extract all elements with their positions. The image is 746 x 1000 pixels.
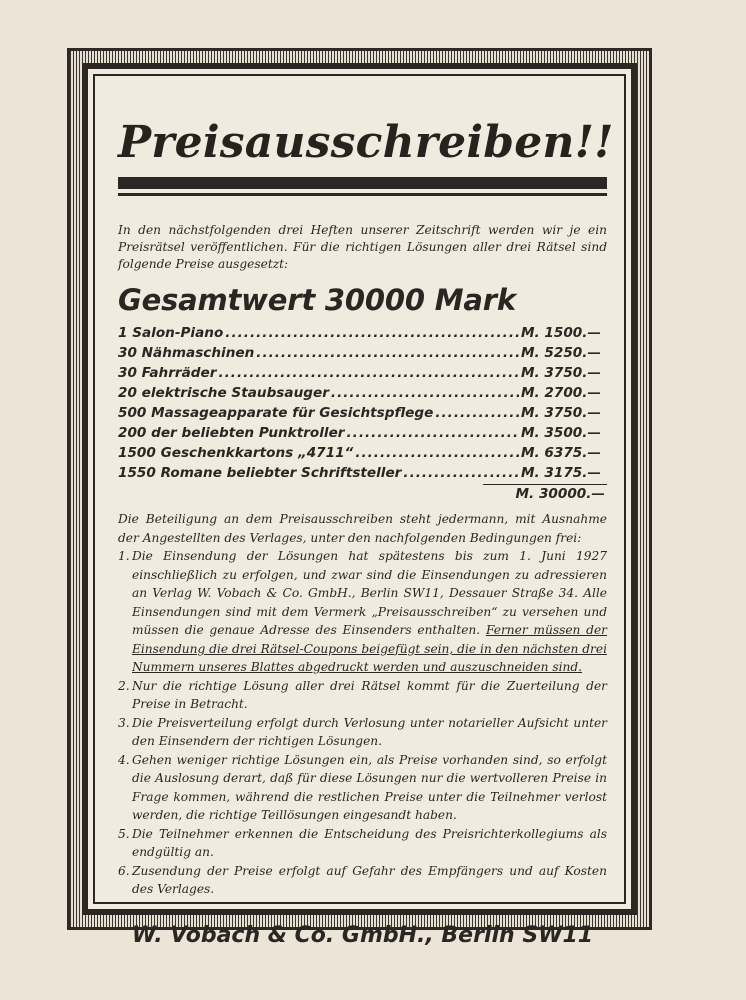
condition-text: Zusendung der Preise erfolgt auf Gefahr des Empfängers und auf Kosten des Verlages. — [132, 863, 607, 897]
prize-name: 20 elektrische Staubsauger — [118, 385, 329, 402]
condition-item — [118, 825, 607, 862]
publisher-signature: W. Vobach & Co. GmbH., Berlin SW11 — [131, 922, 594, 948]
prize-row — [118, 443, 607, 463]
condition-item — [118, 714, 607, 751]
total-row — [118, 483, 607, 504]
prize-total: M. 30000.— — [483, 484, 607, 504]
prize-amount: M. 3500.— — [521, 425, 602, 442]
condition-underlined-text: Ferner müssen der Einsendung die drei Rätsel-Coupons beigefügt sein, die in den nächsten drei Nummern unseres Blattes abgedruckt werden und auszuschneiden sind. — [132, 623, 607, 675]
condition-text: Gehen weniger richtige Lösungen ein, als Preise vorhanden sind, so erfolgt die Auslosung derart, daß für diese Lösungen nur die wertvolleren Preise in Frage kommen, während die restlichen Preise unter die Teilnehmer verlost werden, die richtige Teillösungen eingesandt haben. — [132, 752, 607, 823]
prize-amount: M. 3750.— — [521, 365, 602, 382]
prize-amount: M. 3750.— — [521, 405, 602, 422]
prize-amount: M. 1500.— — [521, 325, 602, 342]
prize-row — [118, 363, 607, 383]
conditions-intro: Die Beteiligung an dem Preisausschreiben steht jedermann, mit Ausnahme der Angestellten des Verlages, unter den nachfolgenden Bedingungen frei: — [118, 512, 607, 545]
prize-row — [118, 423, 607, 443]
dot-leader — [331, 383, 519, 403]
condition-number: 2. — [118, 678, 130, 693]
advertisement-content — [118, 117, 614, 948]
prize-amount: M. 2700.— — [521, 385, 602, 402]
prize-name: 30 Fahrräder — [118, 365, 217, 382]
prize-row — [118, 323, 607, 343]
page-title: Preisausschreiben!! — [118, 117, 614, 168]
condition-number: 3. — [118, 715, 130, 730]
advertisement-panel — [88, 69, 631, 948]
prize-name: 1 Salon-Piano — [118, 325, 224, 342]
condition-item — [118, 862, 607, 899]
condition-text-block — [132, 825, 607, 862]
dot-leader — [435, 403, 519, 423]
condition-text-block — [132, 714, 607, 751]
dot-leader — [218, 363, 519, 383]
title-rule-thick — [118, 177, 607, 189]
condition-text-block — [132, 677, 607, 714]
prize-row — [118, 463, 607, 483]
condition-text-block — [132, 862, 607, 899]
condition-number: 4. — [118, 752, 130, 767]
condition-number: 5. — [118, 826, 130, 841]
prize-amount: M. 3175.— — [521, 465, 602, 482]
dot-leader — [347, 423, 519, 443]
condition-item — [118, 677, 607, 714]
title-rule-thin — [118, 193, 607, 196]
prize-name: 1500 Geschenkkartons „4711“ — [118, 445, 354, 462]
prize-list — [118, 323, 607, 483]
prize-row — [118, 403, 607, 423]
condition-number: 1. — [118, 549, 130, 564]
prize-row — [118, 343, 607, 363]
condition-item — [118, 751, 607, 825]
prize-row — [118, 383, 607, 403]
condition-item — [118, 547, 607, 677]
condition-number: 6. — [118, 863, 130, 878]
prize-amount: M. 5250.— — [521, 345, 602, 362]
prize-name: 30 Nähmaschinen — [118, 345, 255, 362]
total-value-headline: Gesamtwert 30000 Mark — [118, 283, 516, 318]
dot-leader — [256, 343, 519, 363]
prize-name: 500 Massageapparate für Gesichtspflege — [118, 405, 434, 422]
dot-leader — [355, 443, 519, 463]
prize-name: 1550 Romane beliebter Schriftsteller — [118, 465, 402, 482]
dot-leader — [403, 463, 519, 483]
condition-text-block — [132, 751, 607, 825]
prize-name: 200 der beliebten Punktroller — [118, 425, 345, 442]
condition-text: Die Preisverteilung erfolgt durch Verlosung unter notarieller Aufsicht unter den Einsendern der richtigen Lösungen. — [132, 715, 607, 749]
condition-text: Nur die richtige Lösung aller drei Rätsel kommt für die Zuerteilung der Preise in Betracht. — [132, 678, 607, 712]
condition-text: Die Einsendung der Lösungen hat spätestens bis zum 1. Juni 1927 einschließlich zu erfolgen, und zwar sind die Einsendungen zu adressieren an Verlag W. Vobach & Co. GmbH., Berlin SW11, Dessauer Straße 34. Alle Einsendungen sind mit dem Vermerk „Preisausschreiben“ zu versehen und müssen die genaue Adresse des Einsenders enthalten. — [132, 549, 607, 638]
condition-text: Die Teilnehmer erkennen die Entscheidung des Preisrichterkollegiums als endgültig an. — [132, 826, 607, 860]
decorative-border — [67, 48, 652, 948]
condition-text-block — [132, 547, 607, 677]
intro-paragraph: In den nächstfolgenden drei Heften unserer Zeitschrift werden wir je ein Preisrätsel veröffentlichen. Für die richtigen Lösungen aller drei Rätsel sind folgende Preise ausgesetzt: — [118, 223, 607, 272]
dot-leader — [225, 323, 519, 343]
conditions-list — [118, 547, 607, 899]
border-band — [82, 63, 637, 948]
prize-amount: M. 6375.— — [521, 445, 602, 462]
